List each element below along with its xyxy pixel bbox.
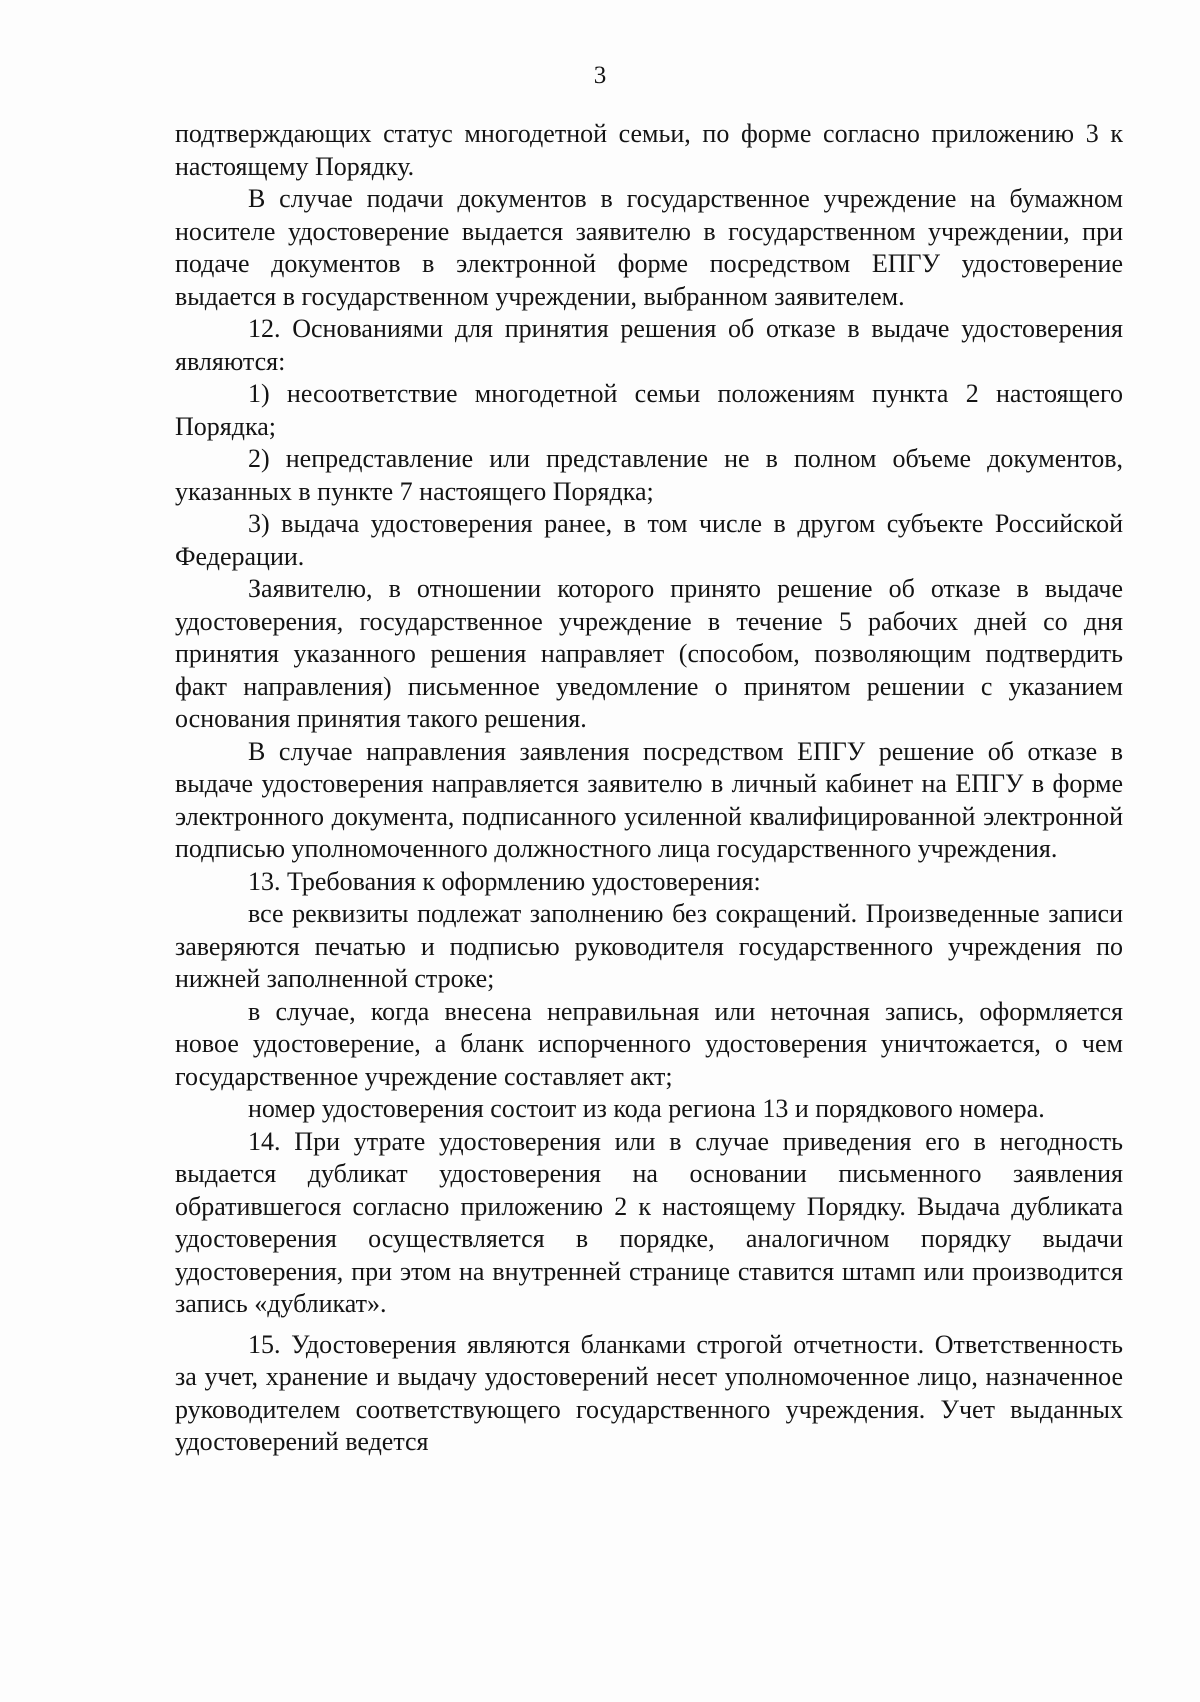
paragraph: 12. Основаниями для принятия решения об отказе в выдаче удостоверения являются:	[175, 314, 1123, 376]
paragraph: номер удостоверения состоит из кода региона 13 и порядкового номера.	[248, 1094, 1045, 1123]
list-item: 2) непредставление или представление не в полном объеме документов, указанных в пункте 7 настоящего Порядка;	[175, 444, 1123, 506]
paragraph: В случае подачи документов в государственное учреждение на бумажном носителе удостоверение выдается заявителю в государственном учреждении, при подаче документов в электронной форме посредством ЕПГУ удостоверение выдается в государственном учреждении, выбранном заявителем.	[175, 184, 1123, 311]
paragraph: 15. Удостоверения являются бланками строгой отчетности. Ответственность за учет, хранение и выдачу удостоверений несет уполномоченное лицо, назначенное руководителем соответствующего государственного учреждения. Учет выданных удостоверений ведется	[175, 1329, 1123, 1456]
document-body	[175, 118, 1123, 1459]
paragraph: В случае направления заявления посредством ЕПГУ решение об отказе в выдаче удостоверения направляется заявителю в личный кабинет на ЕПГУ в форме электронного документа, подписанного усиленной квалифицированной электронной подписью уполномоченного должностного лица государственного учреждения.	[175, 736, 1123, 863]
list-item: 1) несоответствие многодетной семьи положениям пункта 2 настоящего Порядка;	[175, 379, 1123, 441]
paragraph: 14. При утрате удостоверения или в случае приведения его в негодность выдается дубликат удостоверения на основании письменного заявления обратившегося согласно приложению 2 к настоящему Порядку. Выдача дубликата удостоверения осуществляется в порядке, аналогичном порядку выдачи удостоверения, при этом на внутренней странице ставится штамп или производится запись «дубликат».	[175, 1126, 1123, 1318]
paragraph: Заявителю, в отношении которого принято решение об отказе в выдаче удостоверения, государственное учреждение в течение 5 рабочих дней со дня принятия указанного решения направляет (способом, позволяющим подтвердить факт направления) письменное уведомление о принятом решении с указанием основания принятия такого решения.	[175, 574, 1123, 733]
page-number: 3	[593, 62, 607, 89]
paragraph: все реквизиты подлежат заполнению без сокращений. Произведенные записи заверяются печатью и подписью руководителя государственного учреждения по нижней заполненной строке;	[175, 899, 1123, 993]
paragraph: 13. Требования к оформлению удостоверения:	[248, 866, 761, 896]
paragraph: в случае, когда внесена неправильная или неточная запись, оформляется новое удостоверение, а бланк испорченного удостоверения уничтожается, о чем государственное учреждение составляет акт;	[175, 996, 1123, 1091]
paragraph: подтверждающих статус многодетной семьи, по форме согласно приложению 3 к настоящему Порядку.	[175, 119, 1123, 181]
list-item: 3) выдача удостоверения ранее, в том числе в другом субъекте Российской Федерации.	[175, 509, 1123, 571]
